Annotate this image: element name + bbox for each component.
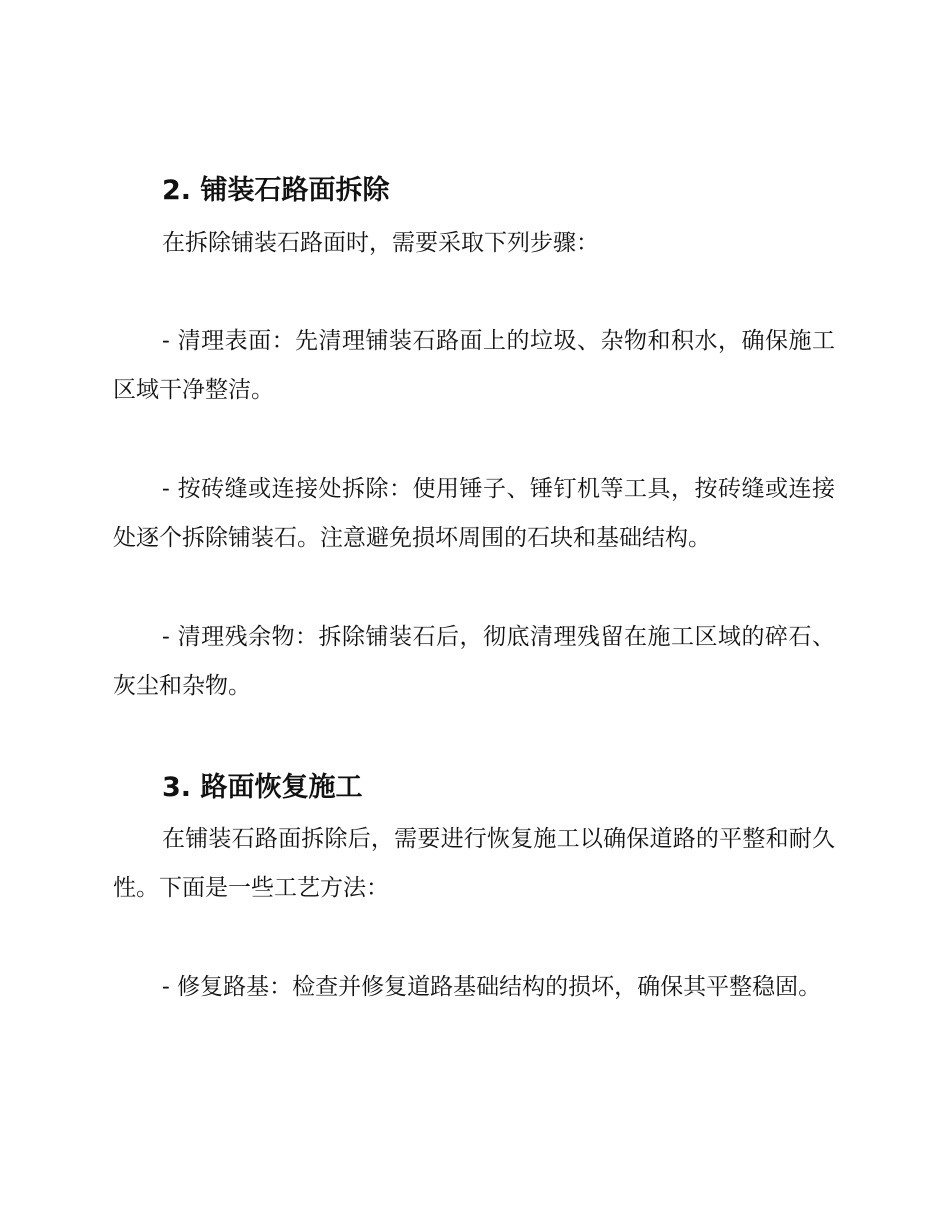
- step-repair-roadbed: - 修复路基：检查并修复道路基础结构的损坏，确保其平整稳固。: [162, 974, 822, 1000]
- step-clean-surface: - 清理表面：先清理铺装石路面上的垃圾、杂物和积水，确保施工区域干净整洁。: [113, 328, 835, 403]
- step-remove-by-joints: - 按砖缝或连接处拆除：使用锤子、锤钉机等工具，按砖缝或连接处逐个拆除铺装石。注意避免损坏周围的石块和基础结构。: [113, 476, 835, 551]
- section-intro-demolition: 在拆除铺装石路面时，需要采取下列步骤：: [162, 230, 599, 256]
- step-clean-residue: - 清理残余物：拆除铺装石后，彻底清理残留在施工区域的碎石、灰尘和杂物。: [113, 624, 835, 699]
- section-heading-demolition: 2. 铺装石路面拆除: [162, 175, 390, 206]
- section-heading-restoration: 3. 路面恢复施工: [162, 772, 363, 803]
- section-intro-restoration: 在铺装石路面拆除后，需要进行恢复施工以确保道路的平整和耐久性。下面是一些工艺方法：: [113, 826, 835, 901]
